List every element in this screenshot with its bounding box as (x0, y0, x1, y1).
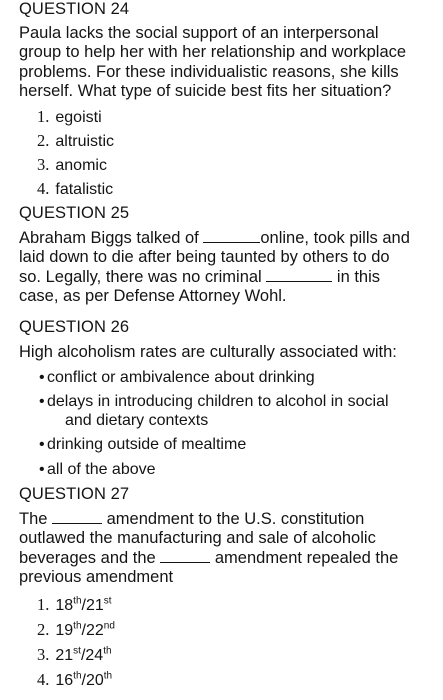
question-27-text-part: amendment to the U.S. constitution (102, 510, 365, 528)
option-number: 4. (37, 670, 50, 689)
question-25-text-part: in this (332, 267, 380, 286)
option-separator: / (81, 672, 86, 689)
question-26-option-2[interactable] (39, 392, 427, 430)
question-24-line: Paula lacks the social support of an interpersonal (19, 24, 379, 42)
option-label: drinking outside of mealtime (47, 436, 247, 453)
option-part: 22 (85, 622, 104, 639)
question-27-option-4[interactable] (37, 670, 112, 690)
question-24-line: problems. For these individualistic reasons, she kills (19, 62, 399, 81)
option-number: 3. (37, 645, 50, 664)
question-25-line (19, 268, 424, 287)
question-24-line: group to help her with her relationship and workplace (19, 43, 407, 62)
option-label: altruistic (55, 133, 115, 150)
question-25-line: laid down to die after being taunted by others to do (19, 248, 390, 267)
option-separator: / (80, 647, 86, 664)
question-25-heading: QUESTION 25 (19, 204, 130, 222)
option-label-continued: and dietary contexts (65, 412, 209, 429)
option-number: 1. (37, 595, 50, 614)
question-27-line: previous amendment (19, 568, 174, 587)
question-27-option-1[interactable] (37, 595, 112, 615)
ordinal-suffix: st (103, 595, 112, 607)
question-24-line: herself. What type of suicide best fits her situation? (19, 82, 392, 101)
question-27-text (19, 510, 424, 588)
option-part: 24 (85, 647, 104, 664)
option-label: fatalistic (55, 181, 114, 198)
option-part: 20 (85, 672, 104, 689)
question-25-line (19, 229, 424, 248)
option-separator: / (81, 597, 86, 614)
option-number: 2. (37, 620, 50, 639)
option-label: anomic (55, 157, 107, 174)
option-part: 18 (55, 597, 74, 614)
option-separator: / (81, 622, 86, 639)
question-27-text-part: beverages and the (19, 548, 161, 567)
question-27-heading: QUESTION 27 (19, 485, 130, 503)
question-27-line (19, 549, 424, 568)
fill-in-blank (52, 510, 102, 524)
option-part: 19 (55, 622, 74, 639)
option-label: egoisti (55, 109, 102, 126)
question-25-text (19, 229, 424, 307)
ordinal-suffix: th (73, 620, 82, 632)
ordinal-suffix: th (103, 645, 112, 657)
bullet-icon: • (39, 461, 45, 478)
ordinal-suffix: st (73, 645, 81, 657)
question-25-line: case, as per Defense Attorney Wohl. (19, 287, 287, 306)
option-number: 3. (37, 155, 50, 174)
option-label: delays in introducing children to alcohol in social (47, 393, 389, 410)
question-24-option-3[interactable] (37, 155, 107, 175)
fill-in-blank (266, 268, 332, 282)
question-24-option-1[interactable] (37, 107, 102, 127)
question-27-text-part: The (19, 510, 53, 528)
question-27-line: outlawed the manufacturing and sale of alcoholic (19, 529, 376, 548)
question-26-option-3[interactable] (39, 435, 427, 454)
fill-in-blank (203, 229, 260, 243)
question-25-text-part: online, took pills and (260, 229, 410, 247)
question-27-option-2[interactable] (37, 620, 115, 640)
option-label: conflict or ambivalence about drinking (47, 369, 315, 386)
question-27-line (19, 510, 424, 529)
bullet-icon: • (39, 436, 45, 453)
question-24-option-4[interactable] (37, 179, 113, 199)
option-part: 16 (55, 672, 74, 689)
ordinal-suffix: th (73, 670, 82, 682)
question-26-prompt: High alcoholism rates are culturally associated with: (19, 343, 397, 361)
question-26-option-4[interactable] (39, 460, 427, 479)
option-number: 1. (37, 107, 50, 126)
ordinal-suffix: nd (103, 620, 115, 632)
option-part: 21 (55, 647, 74, 664)
question-24-text (19, 24, 424, 102)
question-26-heading: QUESTION 26 (19, 318, 130, 336)
question-26-option-1[interactable] (39, 368, 427, 387)
option-part: 21 (85, 597, 104, 614)
question-25-text-part: Abraham Biggs talked of (19, 229, 204, 247)
option-number: 4. (37, 179, 50, 198)
ordinal-suffix: th (73, 595, 82, 607)
bullet-icon: • (39, 393, 45, 410)
question-24-heading: QUESTION 24 (19, 0, 130, 18)
question-27-option-3[interactable] (37, 645, 112, 665)
question-27-text-part: amendment repealed the (210, 548, 399, 567)
bullet-icon: • (39, 369, 45, 386)
fill-in-blank (160, 549, 210, 563)
option-label: all of the above (47, 461, 156, 478)
option-number: 2. (37, 131, 50, 150)
ordinal-suffix: th (103, 670, 113, 682)
question-24-option-2[interactable] (37, 131, 114, 151)
question-25-text-part: so. Legally, there was no criminal (19, 267, 267, 286)
